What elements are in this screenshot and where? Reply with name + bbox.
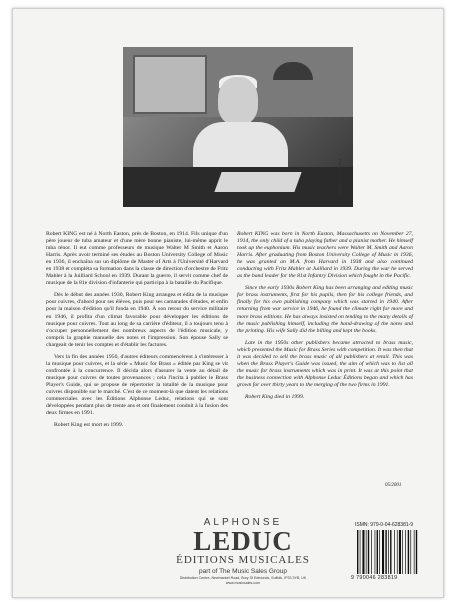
publisher-logo [163, 517, 323, 585]
fr-paragraph: Robert KING est né à North Easton, près de Boston, en 1914. Fils unique d'un père joueur de tuba amateur et d'une mère bonne pianiste, lui-même apprit le tuba ténor. Il eut comme professeurs de musique Walter M Smith et Aaron Harris. Après avoir terminé ses études au Boston University College of Music en 1936, il enchaîna sur un diplôme de Master of Arts à l'Université d'Harvard en 1938 et compléta sa formation dans la classe de direction d'orchestre de Fritz Mahler à la Juilliard School en 1939. Durant la guerre, il servit comme chef de musique de la 81e division d'infanterie qui participa à la bataille du Pacifique. [46, 231, 228, 287]
fr-paragraph: Vers la fin des années 1950, d'autres éditeurs commencèrent à s'intéresser à la musique pour cuivres, et la série « Music for Brass » éditée par King se vit confrontée à la concurrence. Il décida alors d'assurer la vente au détail de musique pour cuivres de toutes provenances ; cela l'incita à publier le Brass Player's Guide, qui se propose de répertorier la totalité de la musique pour cuivres disponible sur le marché. C'est de ce moment-là que datent les relations commerciales avec les Éditions Alphonse Leduc, relations qui se sont développées pendant plus de trente ans et ont finalement conduit à la fusion des deux firmes en 1991. [46, 353, 228, 417]
english-biography [237, 231, 413, 406]
barcode-icon [356, 530, 422, 574]
fr-paragraph: Robert King est mort en 1999. [54, 422, 124, 429]
fr-paragraph: Dès le début des années 1930, Robert King arrangea et édita de la musique pour cuivres, d'abord pour ses élèves, puis pour ses camarades d'études, et enfin pour la maison d'édition qu'il fonda en 1940. À son retour du service militaire en 1946, il profita d'un climat favorable pour développer les éditions de musique pour cuivres. Tout au long de sa carrière d'éditeur, il a toujours tenu à s'occuper personnellement des nombreux aspects de l'édition musicale, y compris la graphie manuelle des notes et l'impression. Son épouse Sally se chargeait de tenir les comptes et d'établir les factures. [46, 292, 228, 348]
edition-date: 05/2001 [385, 483, 402, 488]
publisher-website: www.musicsales.com [225, 580, 261, 585]
publisher-address: Distribution Centre, Newmarket Road, Bury St Edmunds, Suffolk, IP33 3YB, UK [179, 576, 307, 580]
en-paragraph: Robert King died in 1999. [245, 393, 305, 400]
en-paragraph: Late in the 1950s other publishers became attracted to brass music, which presented the Music for Brass Series with competition. It was then that it was decided to sell the brass music of all publishers at retail. This was when the Brass Player's Guide was issued, the aim of which was to list all the music for brass instruments which was in print. It was at this point that the business connection with Alphonse Leduc Éditions began and which has grown for over thirty years to the merging of the two firms in 1991. [237, 339, 413, 388]
logo-line-alphonse: ALPHONSE [203, 517, 283, 528]
logo-line-leduc: LEDUC [193, 526, 293, 556]
publisher-group: part of The Music Sales Group [198, 568, 288, 575]
en-paragraph: Since the early 1930s Robert King has been arranging and editing music for brass instruments, first for his pupils, then for his college friends, and finally for his own publishing company which was started in 1940. After returning from war service in 1946, he found the climate right for more and more brass editions. He has always insisted on tending to the many details of the music publishing himself, including the hand-drawing of the notes and the printing. His wife Sally did the billing and kept the books. [237, 285, 413, 334]
barcode-number: 9 790046 283819 [351, 575, 398, 581]
photo-credit: Photo: Sally King [338, 159, 343, 195]
portrait-photo [123, 47, 353, 207]
logo-line-editions: ÉDITIONS MUSICALES [176, 554, 310, 566]
back-cover-page [12, 8, 444, 598]
en-paragraph: Robert KING was born in North Easton, Massachusetts on November 27, 1914, the only child of a tuba playing father and a pianist mother. He himself took up the euphonium. His music teachers were Walter M. Smith and Aaron Harris. After graduating from Boston University College of Music in 1936, he was granted an M.A. from Harvard in 1938 and also continued conducting with Fritz Mahler at Juilliard in 1939. During the war he served as the band leader for the 81st Infantry Division which fought in the Pacific. [237, 231, 413, 280]
french-biography [46, 231, 228, 434]
ismn-number: ISMN: 979-0-04-628381-9 [355, 522, 414, 528]
